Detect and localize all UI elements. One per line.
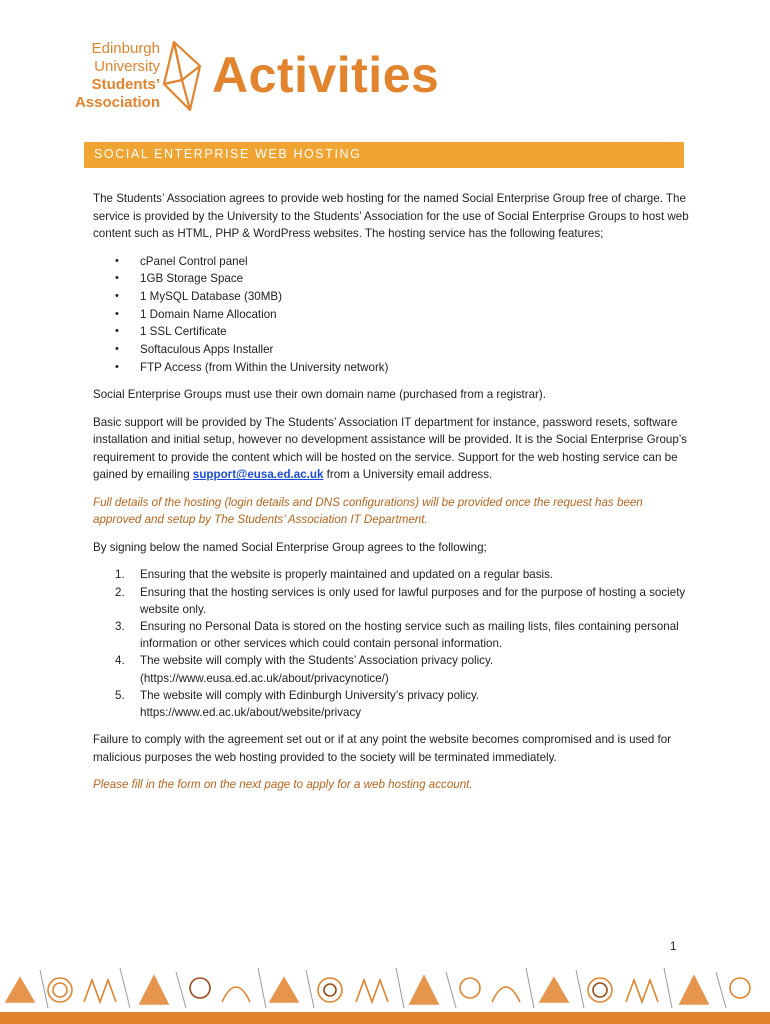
intro-paragraph: The Students’ Association agrees to provide web hosting for the named Social Enterprise Group free of charge. The service is provided by the University to the Students’ Association for the use of Social Enterprise Groups to host web content such as HTML, PHP & WordPress websites. The hosting service has the following features; xyxy=(93,192,689,240)
logo-line-3: Students’ xyxy=(91,76,160,93)
logo-wordmark xyxy=(50,40,160,112)
bullet-icon: • xyxy=(115,289,119,302)
logo-mark-icon xyxy=(160,40,204,114)
list-item: • 1 SSL Certificate xyxy=(93,323,693,341)
section-banner xyxy=(84,142,684,168)
logo-line-2: University xyxy=(94,58,160,75)
bullet-icon: • xyxy=(115,325,119,338)
failure-paragraph: Failure to comply with the agreement set out or if at any point the website becomes compromised and is used for malicious purposes the web hosting provided to the society will be terminated immediately. xyxy=(93,733,672,764)
bullet-icon: • xyxy=(115,254,119,267)
list-item: • 1 Domain Name Allocation xyxy=(93,306,693,324)
page-number: 1 xyxy=(670,941,677,953)
list-item: 2. Ensuring that the hosting services is only used for lawful purposes and for the purpose of hosting a society website only. xyxy=(115,585,686,616)
domain-paragraph: Social Enterprise Groups must use their own domain name (purchased from a registrar). xyxy=(93,388,546,402)
feature-list xyxy=(93,253,693,377)
document-body xyxy=(93,190,693,804)
logo-line-1: Edinburgh xyxy=(91,40,160,57)
list-item: 1. Ensuring that the website is properly maintained and updated on a regular basis. xyxy=(115,568,554,582)
footer-pattern xyxy=(0,962,770,1014)
section-title: SOCIAL ENTERPRISE WEB HOSTING xyxy=(94,147,362,161)
terms-list xyxy=(93,566,693,721)
bullet-icon: • xyxy=(115,343,119,356)
bullet-icon: • xyxy=(115,307,119,320)
list-item: • 1GB Storage Space xyxy=(93,270,693,288)
list-item: 4. The website will comply with the Students’ Association privacy policy. (https://www.eusa.ed.ac.uk/about/privacynotice/) xyxy=(115,654,494,685)
brand-title: Activities xyxy=(212,47,440,103)
form-note: Please fill in the form on the next page to apply for a web hosting account. xyxy=(93,778,473,792)
list-item: 3. Ensuring no Personal Data is stored on the hosting service such as mailing lists, files containing personal information or other services which could contain personal information. xyxy=(115,620,679,651)
bullet-icon: • xyxy=(115,360,119,373)
support-email-link[interactable]: support@eusa.ed.ac.uk xyxy=(192,468,324,482)
agreement-intro: By signing below the named Social Enterprise Group agrees to the following; xyxy=(93,540,487,554)
support-paragraph: Basic support will be provided by The Students’ Association IT department for instance, password resets, software installation and initial setup, however no development assistance will be provided. It is the Social Enterprise Group’s requirement to provide the content which will be hosted on the service. Support for the web hosting service can be gained by emailing support@eusa.ed.ac.uk from a University email address. xyxy=(93,415,687,482)
details-note: Full details of the hosting (login details and DNS configurations) will be provided once the request has been approved and setup by The Students’ Association IT Department. xyxy=(93,495,643,527)
list-item: • Softaculous Apps Installer xyxy=(93,341,693,359)
list-item: • cPanel Control panel xyxy=(93,253,693,271)
list-item: • 1 MySQL Database (30MB) xyxy=(93,288,693,306)
bullet-icon: • xyxy=(115,272,119,285)
list-item: • FTP Access (from Within the University network) xyxy=(93,359,693,377)
footer-bar xyxy=(0,1012,770,1024)
list-item: 5. The website will comply with Edinburgh University’s privacy policy. https://www.ed.ac.uk/about/website/privacy xyxy=(115,688,480,720)
logo-line-4: Association xyxy=(74,94,160,111)
